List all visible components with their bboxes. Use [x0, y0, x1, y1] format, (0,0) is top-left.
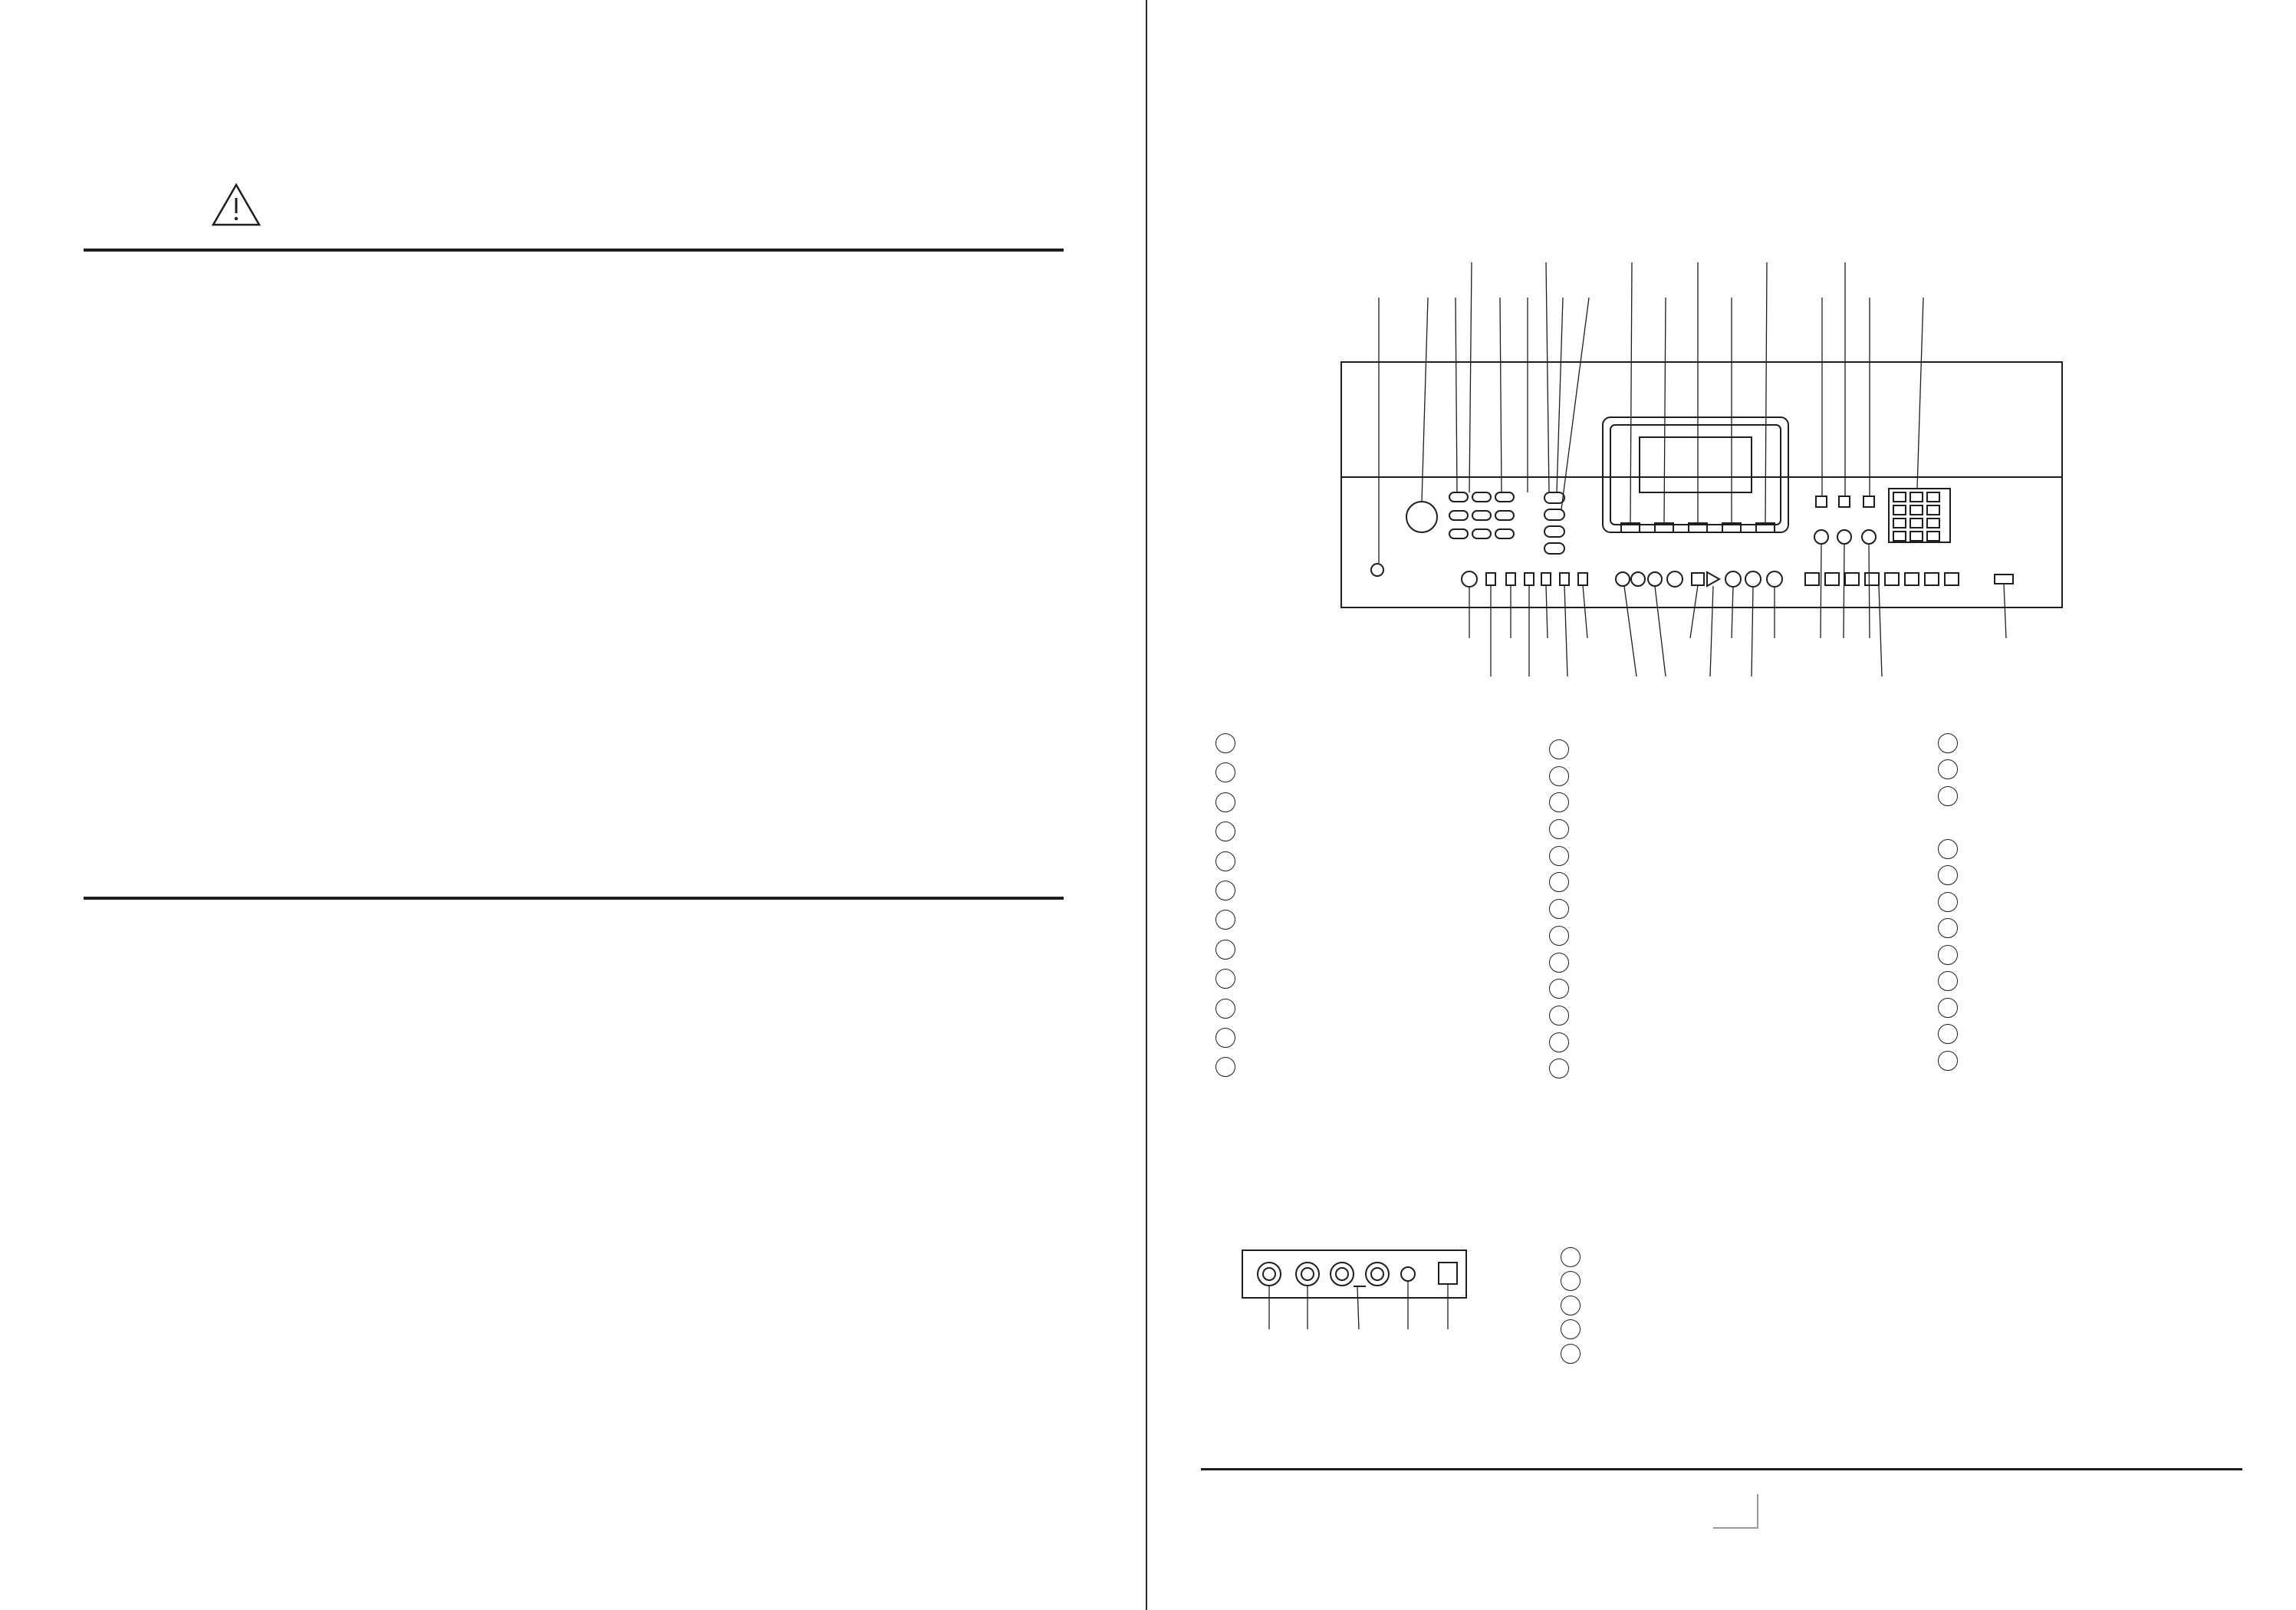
legend-item [1215, 815, 1238, 845]
page-divider [1146, 0, 1147, 1610]
legend-item [1561, 1341, 1584, 1365]
legend-item [1549, 1028, 1572, 1055]
callout-number [1561, 1344, 1581, 1364]
warning-triangle-icon [211, 183, 262, 227]
keyboard-body [1341, 362, 2062, 607]
power-button [1371, 564, 1383, 576]
callout-number [1938, 865, 1958, 885]
callout-number [1549, 792, 1569, 812]
callout-number [1938, 1051, 1958, 1071]
legend-item [1549, 762, 1572, 789]
legend-subheading [1938, 808, 1961, 835]
callout-number [1215, 910, 1235, 930]
legend-item [1549, 1054, 1572, 1081]
callout-number [1549, 739, 1569, 759]
legend-item [1938, 861, 1961, 888]
legend-item [1549, 974, 1572, 1001]
footer-rule [1201, 1468, 2242, 1470]
callout-number [1938, 918, 1958, 938]
callout-number [1549, 846, 1569, 866]
callout-number [1215, 881, 1235, 900]
legend-item [1549, 841, 1572, 868]
callout-number [1549, 979, 1569, 999]
legend-item [1938, 729, 1961, 756]
callout-number [1938, 839, 1958, 859]
legend-item [1561, 1317, 1584, 1342]
legend-item [1549, 921, 1572, 948]
legend-item [1549, 788, 1572, 815]
callout-number [1561, 1247, 1581, 1267]
callout-number [1549, 872, 1569, 892]
legend-item [1215, 786, 1238, 815]
legend-item [1549, 735, 1572, 762]
section-rule [84, 897, 1064, 900]
legend-item [1215, 963, 1238, 992]
callout-number [1549, 1059, 1569, 1078]
legend-item [1561, 1269, 1584, 1293]
callout-number [1549, 1006, 1569, 1026]
legend-item [1549, 815, 1572, 841]
legend-item [1938, 940, 1961, 967]
legend-item [1561, 1244, 1584, 1269]
callout-number [1215, 821, 1235, 841]
legend-item [1938, 782, 1961, 808]
legend-item [1938, 1020, 1961, 1047]
legend-item [1561, 1292, 1584, 1317]
legend-item [1938, 1046, 1961, 1073]
callout-number [1215, 1057, 1235, 1077]
callout-number [1561, 1271, 1581, 1291]
legend-item [1938, 993, 1961, 1020]
callout-number [1549, 899, 1569, 919]
callout-number [1561, 1296, 1581, 1315]
title-rule [84, 249, 1064, 252]
rear-panel-diagram [1235, 1239, 1488, 1354]
legend-item [1215, 1022, 1238, 1051]
legend-item [1215, 845, 1238, 874]
callout-number [1215, 762, 1235, 782]
callout-number [1938, 998, 1958, 1018]
callout-number [1938, 1024, 1958, 1044]
rear-legend [1561, 1244, 1584, 1365]
legend-item [1549, 948, 1572, 975]
legend-item [1549, 1001, 1572, 1028]
legend-column-3 [1938, 729, 1961, 1073]
legend-column-1 [1215, 727, 1238, 1081]
legend-item [1215, 756, 1238, 785]
legend-item [1215, 993, 1238, 1022]
legend-item [1215, 904, 1238, 933]
callout-number [1215, 969, 1235, 989]
callout-number [1938, 733, 1958, 753]
front-panel-diagram [1334, 247, 2086, 707]
section-title [1463, 123, 1480, 150]
legend-item [1938, 914, 1961, 941]
page-number-frame [1712, 1493, 1761, 1531]
callout-number [1215, 792, 1235, 812]
callout-number [1549, 926, 1569, 946]
legend-item [1215, 727, 1238, 756]
callout-number [1561, 1319, 1581, 1339]
callout-number [1549, 953, 1569, 973]
callout-number [1938, 971, 1958, 991]
callout-number [1215, 851, 1235, 871]
legend-column-2 [1549, 735, 1572, 1081]
legend-item [1215, 933, 1238, 963]
legend-item [1938, 835, 1961, 861]
legend-item [1549, 894, 1572, 921]
callout-number [1938, 759, 1958, 779]
callout-number [1215, 1028, 1235, 1048]
legend-item [1938, 756, 1961, 782]
callout-number [1215, 999, 1235, 1019]
legend-item [1938, 887, 1961, 914]
callout-number [1549, 1032, 1569, 1052]
master-volume-knob [1406, 502, 1437, 532]
callout-number [1938, 892, 1958, 912]
callout-number [1938, 786, 1958, 806]
legend-item [1215, 874, 1238, 904]
callout-number [1549, 766, 1569, 786]
legend-item [1549, 868, 1572, 895]
usb-port [1995, 575, 2013, 584]
legend-label [1938, 810, 1941, 833]
callout-number [1938, 945, 1958, 965]
legend-item [1938, 967, 1961, 994]
callout-number [1215, 733, 1235, 753]
lcd-screen [1640, 437, 1752, 492]
callout-number [1549, 819, 1569, 839]
callout-number [1215, 940, 1235, 960]
legend-item [1215, 1051, 1238, 1080]
